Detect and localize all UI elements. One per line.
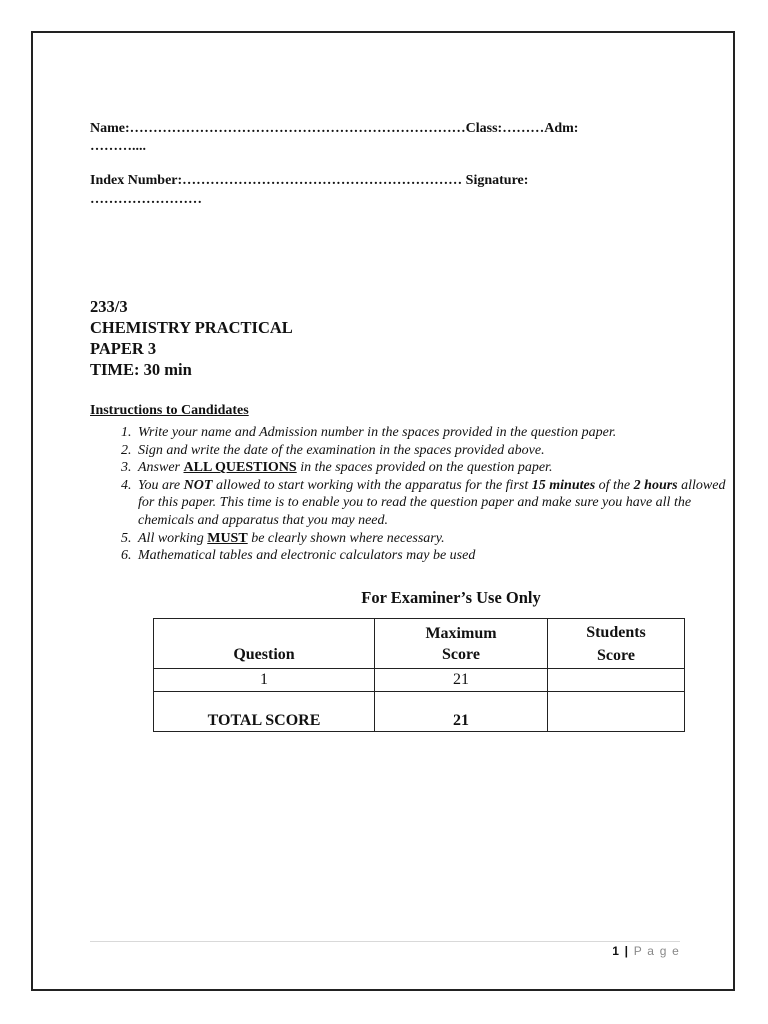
instruction-item: 1. Write your name and Admission number in the spaces provided in the question paper.: [135, 424, 735, 442]
page-separator: |: [624, 944, 630, 958]
total-row: [154, 692, 685, 732]
signature-continuation: ……………………: [90, 192, 202, 207]
adm-continuation: ………....: [90, 139, 146, 154]
header-maximum-score: Maximum Score: [375, 619, 548, 669]
instruction-item: 6. Mathematical tables and electronic calculators may be used: [135, 547, 735, 565]
instruction-item: 2. Sign and write the date of the examination in the spaces provided above.: [135, 442, 735, 460]
examiner-title: For Examiner’s Use Only: [361, 588, 541, 607]
instruction-item: 5. All working MUST be clearly shown where necessary.: [135, 530, 735, 548]
header-students-score: Students Score: [548, 619, 685, 669]
total-label: TOTAL SCORE: [154, 692, 375, 732]
student-score-cell: [548, 669, 685, 692]
table-header-row: [154, 619, 685, 669]
paper-code: 233/3: [90, 297, 128, 316]
paper-time: TIME: 30 min: [90, 360, 192, 379]
index-signature-line: Index Number:…………………………………………………… Signature:: [90, 173, 529, 188]
footer-divider: [90, 941, 680, 942]
page-word: P a g e: [633, 944, 680, 958]
page-footer: [612, 944, 680, 958]
score-table: [153, 618, 685, 732]
name-class-adm-line: Name:………………………………………………………………Class:………Adm:: [90, 121, 579, 136]
question-cell: 1: [154, 669, 375, 692]
max-score-cell: 21: [375, 669, 548, 692]
total-max-score: 21: [375, 692, 548, 732]
paper-title: CHEMISTRY PRACTICAL: [90, 318, 293, 337]
page-number: 1: [612, 944, 621, 958]
paper-number: PAPER 3: [90, 339, 157, 358]
total-student-score: [548, 692, 685, 732]
instruction-item: 3. Answer ALL QUESTIONS in the spaces provided on the question paper.: [135, 459, 735, 477]
instructions-list: [90, 424, 735, 565]
instruction-item: 4. You are NOT allowed to start working with the apparatus for the first 15 minutes of the 2 hours allowed for this paper. This time is to enable you to read the question paper and make sure you have all the chemicals and apparatus that you may need.: [135, 477, 735, 530]
instructions-title: Instructions to Candidates: [90, 403, 249, 418]
header-question: Question: [154, 619, 375, 669]
table-row: [154, 669, 685, 692]
